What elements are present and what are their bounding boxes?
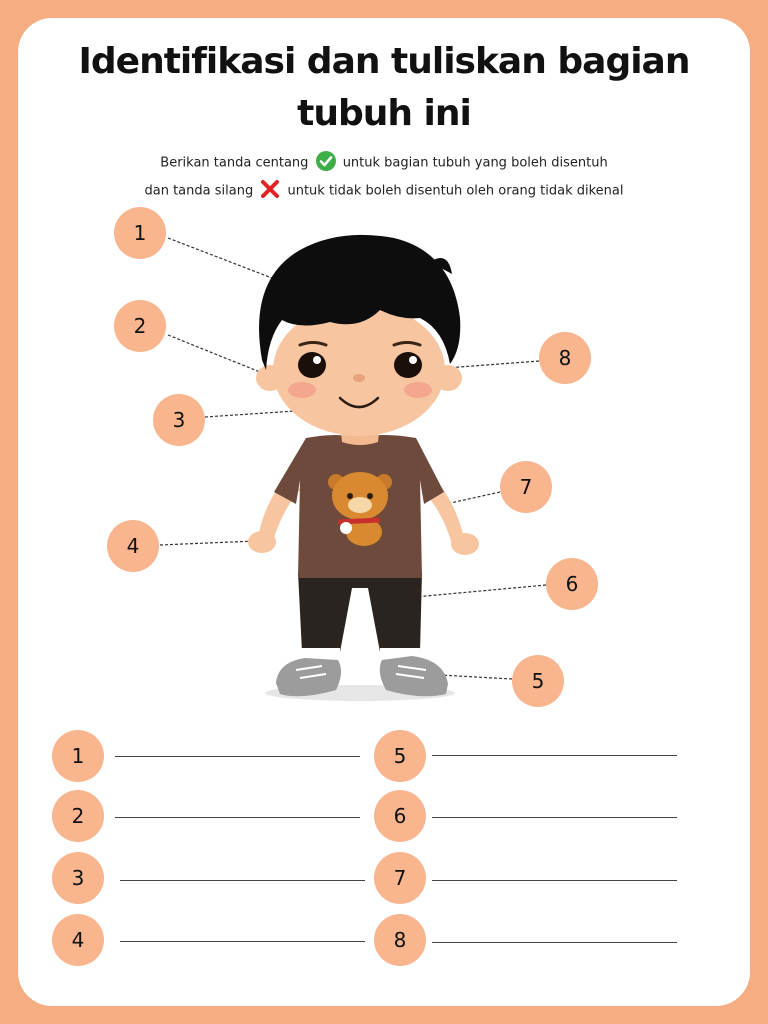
answer-number-7: 7 (374, 852, 426, 904)
answer-number-8: 8 (374, 914, 426, 966)
diagram-label-4: 4 (107, 520, 159, 572)
title-line-1: Identifikasi dan tuliskan bagian (78, 41, 690, 82)
instruction-line-1: Berikan tanda centang untuk bagian tubuh yang boleh disentuh (18, 150, 750, 176)
diagram-label-6: 6 (546, 558, 598, 610)
answer-number-1: 1 (52, 730, 104, 782)
answer-number-5: 5 (374, 730, 426, 782)
title-line-2: tubuh ini (297, 93, 471, 134)
answer-line-1[interactable] (115, 756, 360, 757)
diagram-label-2: 2 (114, 300, 166, 352)
diagram-label-3: 3 (153, 394, 205, 446)
answer-line-7[interactable] (432, 880, 677, 881)
diagram-label-7: 7 (500, 461, 552, 513)
answer-number-3: 3 (52, 852, 104, 904)
answer-number-6: 6 (374, 790, 426, 842)
diagram-label-8: 8 (539, 332, 591, 384)
diagram-label-5: 5 (512, 655, 564, 707)
diagram-label-1: 1 (114, 207, 166, 259)
answer-line-3[interactable] (120, 880, 365, 881)
instruction-line-2: dan tanda silang untuk tidak boleh disentuh oleh orang tidak dikenal (18, 178, 750, 204)
answer-line-6[interactable] (432, 817, 677, 818)
answer-line-4[interactable] (120, 941, 365, 942)
answer-line-2[interactable] (115, 817, 360, 818)
answer-line-5[interactable] (432, 755, 677, 756)
answer-number-2: 2 (52, 790, 104, 842)
answer-number-4: 4 (52, 914, 104, 966)
answer-line-8[interactable] (432, 942, 677, 943)
